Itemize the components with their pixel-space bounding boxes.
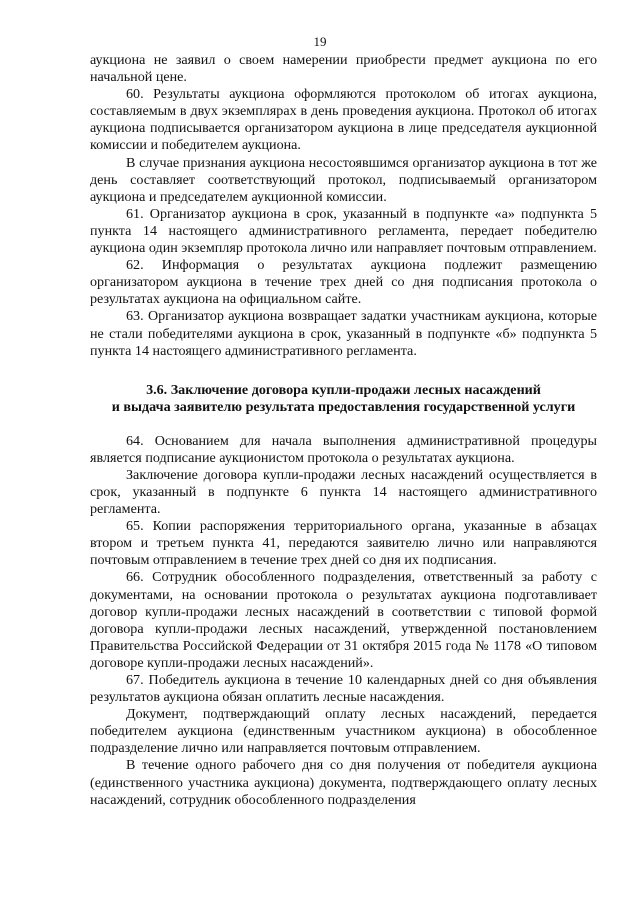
paragraph-payment-processing: В течение одного рабочего дня со дня получения от победителя аукциона (единственного участника аукциона) документа, подтверждающего оплату лесных насаждений, сотрудник обособленного подразделения [90,757,597,808]
paragraph-item-62: 62. Информация о результатах аукциона подлежит размещению организатором аукциона в течение трех дней со дня подписания протокола о результатах аукциона на официальном сайте. [90,257,597,308]
section-heading-line-1: 3.6. Заключение договора купли-продажи лесных насаждений [146,381,541,398]
section-heading-line-2: и выдача заявителю результата предоставления государственной услуги [111,399,576,416]
paragraph-item-63: 63. Организатор аукциона возвращает задатки участникам аукциона, которые не стали победителями аукциона в срок, указанный в подпункте «б» подпункта 5 пункта 14 настоящего административного регламента. [90,308,597,359]
paragraph-item-65: 65. Копии распоряжения территориального органа, указанные в абзацах втором и третьем пункта 41, передаются заявителю лично или направляются почтовым отправлением в течение трех дней со дня их подписания. [90,518,597,569]
paragraph-continuation: аукциона не заявил о своем намерении приобрести предмет аукциона по его начальной цене. [90,52,597,86]
paragraph-item-67: 67. Победитель аукциона в течение 10 календарных дней со дня объявления результатов аукциона обязан оплатить лесные насаждения. [90,672,597,706]
paragraph-item-60: 60. Результаты аукциона оформляются протоколом об итогах аукциона, составляемым в двух экземплярах в день проведения аукциона. Протокол об итогах аукциона подписывается организатором аукциона в лице председателя аукционной комиссии и победителем аукциона. [90,86,597,154]
paragraph-item-64: 64. Основанием для начала выполнения административной процедуры является подписание аукционистом протокола о результатах аукциона. [90,432,597,466]
paragraph-item-61: 61. Организатор аукциона в срок, указанный в подпункте «а» подпункта 5 пункта 14 настоящего административного регламента, передает победителю аукциона один экземпляр протокола лично или направляет почтовым отправлением. [90,205,597,257]
section-heading [90,382,597,417]
document-body [90,52,597,809]
paragraph-contract-term: Заключение договора купли-продажи лесных насаждений осуществляется в срок, указанный в подпункте 6 пункта 14 настоящего административного регламента. [90,466,597,518]
paragraph-payment-document: Документ, подтверждающий оплату лесных насаждений, передается победителем аукциона (единственным участником аукциона) в обособленное подразделение лично или направляется почтовым отправлением. [90,706,597,757]
page-number: 19 [313,34,327,49]
paragraph-unsuccessful-auction: В случае признания аукциона несостоявшимся организатор аукциона в тот же день составляет соответствующий протокол, подписываемый организатором аукциона и председателем аукционной комиссии. [90,154,597,205]
paragraph-item-66: 66. Сотрудник обособленного подразделения, ответственный за работу с документами, на основании протокола о результатах аукциона подготавливает договор купли-продажи лесных насаждений в соответствии с типовой формой договора купли-продажи лесных насаждений, утвержденной постановлением Правительства Российской Федерации от 31 октября 2015 года № 1178 «О типовом договоре купли-продажи лесных насаждений». [90,569,597,671]
